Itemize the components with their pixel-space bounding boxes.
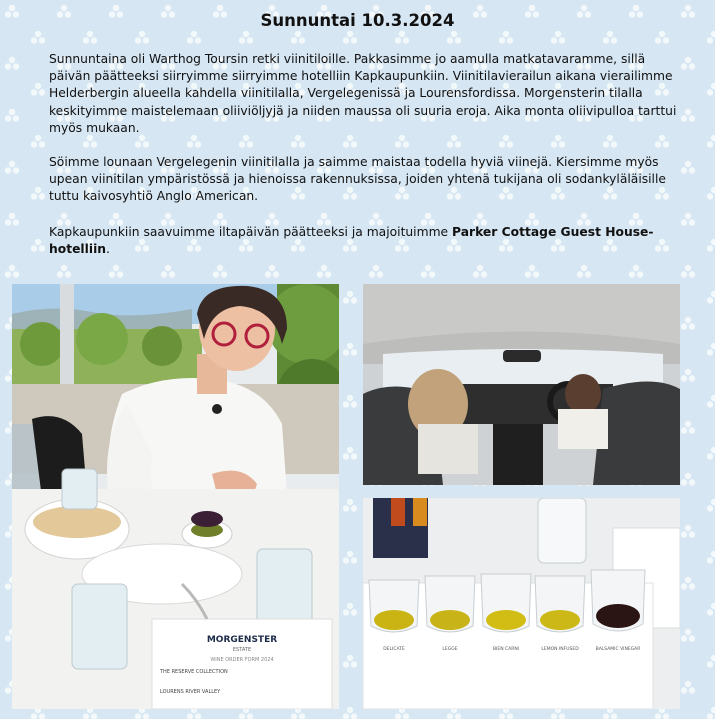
oil-label-1: DELICATE [383, 647, 405, 652]
oil-label-3: BIEN CARNI [492, 647, 520, 652]
oil-label-4: LEMON INFUSED [541, 647, 579, 652]
photo-car-interior [363, 284, 680, 485]
menu-subtitle: ESTATE [232, 647, 252, 653]
menu-heading: WINE ORDER FORM 2024 [210, 657, 274, 663]
oil-label-5: BALSAMIC VINEGAR [595, 647, 641, 652]
paragraph-1: Sunnuntaina oli Warthog Toursin retki viinitiloille. Pakkasimme jo aamulla matkatavaramme, sillä päivän päätteeksi siirryimme siirryimme hotelliin Kapkaupunkiin. Viinitilavierailun aikana vierailimme Helderbergin alueella kahdella viinitilalla, Vergelegenissä ja Lourensfordissa. Morgensterin tilalla keskityimme maistelemaan oliiviöljyjä ja niiden maussa oli suuria eroja. Aika monta oliivipulloa tarttui myös mukaan. [49, 52, 677, 135]
photo-olive-oil-tasting [363, 498, 680, 709]
paragraph-2: Söimme lounaan Vergelegenin viinitilalla ja saimme maistaa todella hyviä viinejä. Kiersimme myös upean viinitilan ympäristössä ja hienoissa rakennuksissa, joiden yhtenä tukijana oli sodankyläläisille tuttu kaivosyhtiö Anglo American. [49, 155, 666, 204]
hotel-name: Parker Cottage Guest House-hotelliin [49, 225, 654, 257]
paragraph-3 [49, 224, 689, 258]
paragraph-3-text: Kapkaupunkiin saavuimme iltapäivän päätteeksi ja majoituimme [49, 225, 453, 239]
paragraph-3-end: . [106, 242, 110, 257]
menu-section-lourens: LOURENS RIVER VALLEY [160, 689, 221, 695]
menu-logo: MORGENSTER [206, 635, 278, 645]
page-title: Sunnuntai 10.3.2024 [260, 11, 455, 30]
oil-label-2: LEGGE [442, 647, 458, 652]
menu-section-reserve: THE RESERVE COLLECTION [160, 669, 228, 675]
photo-woman-at-table [12, 284, 339, 709]
